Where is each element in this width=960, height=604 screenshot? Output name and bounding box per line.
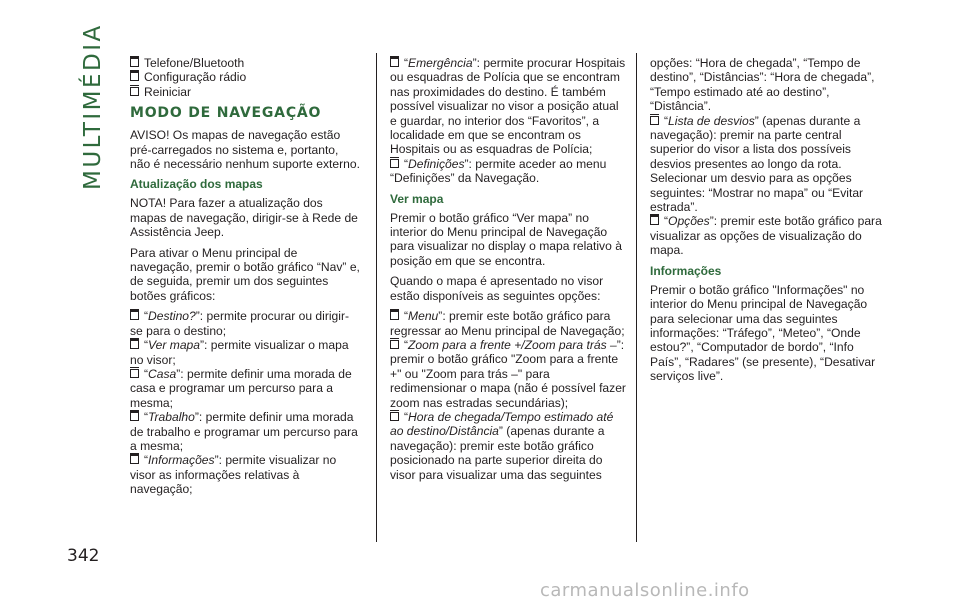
bullet-item: Telefone/Bluetooth: [130, 56, 360, 70]
page-number: 342: [67, 546, 100, 566]
bullet-item: “Destino?”: permite procurar ou dirigir-se para o destino;: [130, 309, 349, 338]
paragraph: opções: “Hora de chegada”, “Tempo de destino”, “Distâncias”: “Hora de chegada”, “Tempo estimado até ao destino”, “Distância”.: [650, 56, 875, 114]
paragraph: Para ativar o Menu principal de navegação, premir o botão gráfico “Nav” e, de seguida, premir um dos seguintes botões gráficos:: [130, 245, 360, 303]
subheading: Ver mapa: [390, 191, 444, 206]
bullet-item: Reiniciar: [130, 85, 360, 99]
column-divider: [636, 53, 637, 542]
bullet-item: “Ver mapa”: permite visualizar o mapa no visor;: [130, 338, 349, 367]
paragraph: Premir o botão gráfico “Ver mapa” no interior do Menu principal de Navegação para visualizar no display o mapa relativo à posição em que se encontra.: [390, 210, 622, 268]
bullet-item: “Casa”: permite definir uma morada de casa e programar um percurso para a mesma;: [130, 366, 352, 410]
text-column-3: [650, 56, 888, 390]
bullet-icon: [130, 87, 139, 96]
paragraph: AVISO! Os mapas de navegação estão pré-carregados no sistema e, portanto, não é necessário nenhum suporte externo.: [130, 128, 360, 172]
bullet-icon: [650, 116, 659, 125]
bullet-icon: [130, 58, 139, 67]
bullet-icon: [130, 412, 139, 421]
bullet-item: “Menu”: premir este botão gráfico para regressar ao Menu principal de Navegação;: [390, 309, 625, 338]
bullet-item: “Informações”: permite visualizar no visor as informações relativas à navegação;: [130, 453, 337, 497]
text-column-2: [390, 56, 628, 482]
bullet-icon: [390, 159, 399, 168]
column-divider: [376, 53, 377, 542]
bullet-icon: [390, 311, 399, 320]
subheading: Atualização dos mapas: [130, 177, 263, 192]
bullet-icon: [650, 216, 659, 225]
paragraph: NOTA! Para fazer a atualização dos mapas de navegação, dirigir-se à Rede de Assistência Jeep.: [130, 196, 358, 240]
bullet-item: “Zoom para a frente +/Zoom para trás –”: premir o botão gráfico "Zoom para a frente +" ou "Zoom para trás –" para redimensionar o mapa (não é possível fazer zoom nas estradas secundárias);: [390, 337, 626, 410]
watermark: carmanualsonline.info: [540, 580, 750, 601]
bullet-item: “Lista de desvios” (apenas durante a navegação): premir na parte central superior do visor a lista dos possíveis desvios presentes ao longo da rota. Selecionar um desvio para as opções seguintes: “Mostrar no mapa” ou “Evitar estrada”.: [650, 113, 864, 215]
bullet-item: “Hora de chegada/Tempo estimado até ao destino/Distância” (apenas durante a navegação): premir este botão gráfico posicionado na parte superior direita do visor para visualizar uma das seguintes: [390, 409, 614, 482]
bullet-icon: [390, 412, 399, 421]
bullet-item: “Emergência”: permite procurar Hospitais ou esquadras de Polícia que se encontram nas proximidades do destino. É também possível visualizar no visor a posição atual e guardar, no interior dos “Favoritos”, a localidade em que se encontram os Hospitais ou as esquadras de Polícia;: [390, 56, 626, 157]
bullet-icon: [130, 455, 139, 464]
bullet-icon: [130, 369, 139, 378]
bullet-icon: [390, 58, 399, 67]
bullet-icon: [130, 72, 139, 81]
bullet-item: “Definições”: permite aceder ao menu “Definições” da Navegação.: [390, 156, 607, 186]
section-title: MULTIMÉDIA: [80, 23, 106, 190]
bullet-icon: [130, 311, 139, 320]
bullet-item: Configuração rádio: [130, 70, 360, 84]
paragraph: Premir o botão gráfico "Informações" no interior do Menu principal de Navegação para selecionar uma das seguintes informações: “Tráfego”, “Meteo”, “Onde estou?”, “Computador de bordo”, “Info País”, “Radares” (se presente), “Desativar serviços live”.: [650, 282, 876, 384]
bullet-icon: [390, 340, 399, 349]
bullet-item: “Opções”: premir este botão gráfico para visualizar as opções de visualização do mapa.: [650, 214, 882, 258]
bullet-item: “Trabalho”: permite definir uma morada de trabalho e programar um percurso para a mesma;: [130, 410, 358, 453]
bullet-icon: [130, 340, 139, 349]
text-column-1: [130, 56, 360, 497]
section-heading: MODO DE NAVEGAÇÃO: [130, 105, 322, 122]
paragraph: Quando o mapa é apresentado no visor estão disponíveis as seguintes opções:: [390, 274, 604, 303]
subheading: Informações: [650, 263, 722, 278]
